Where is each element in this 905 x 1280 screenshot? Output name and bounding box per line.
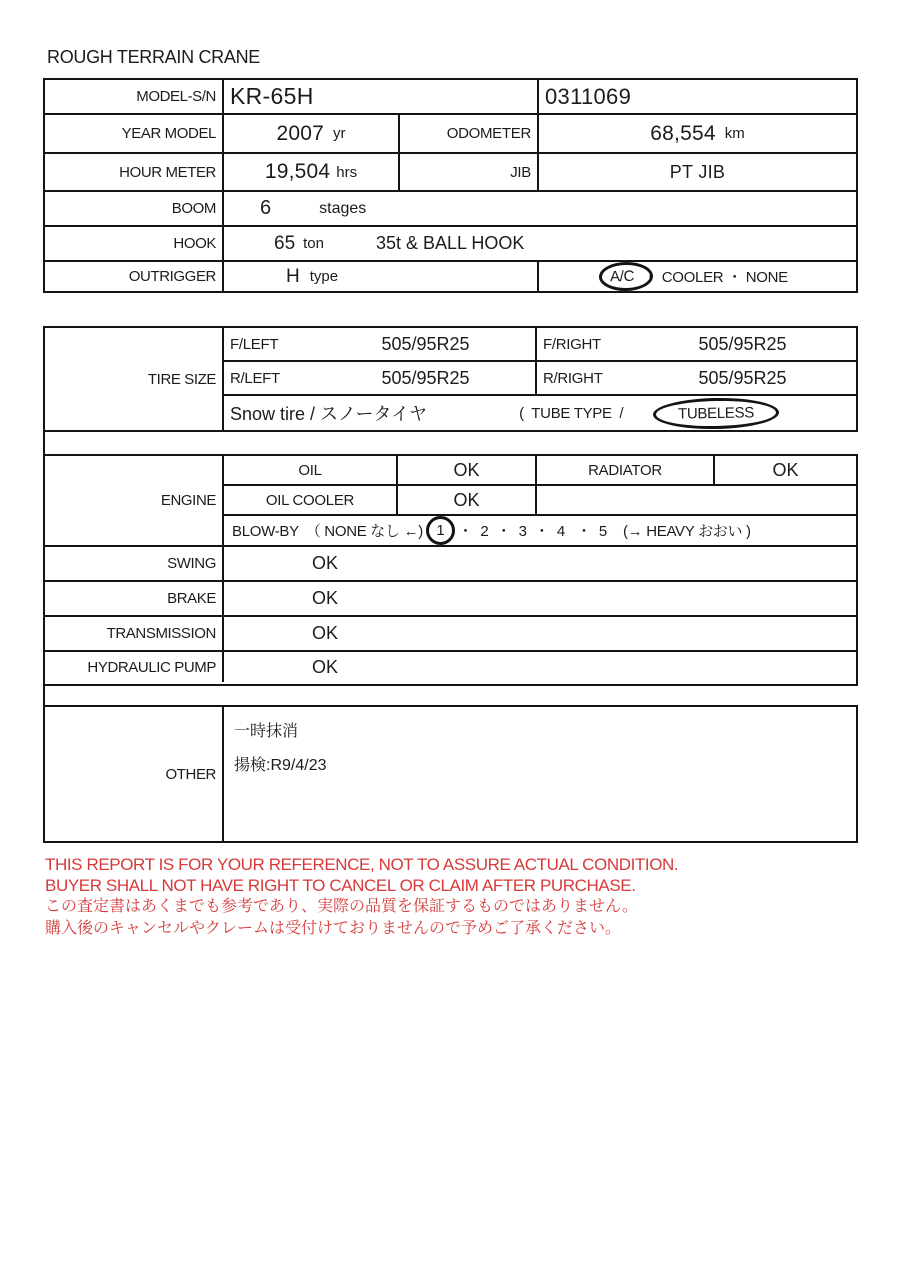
spacer [43,432,858,454]
oil-cooler-label: OIL COOLER [224,486,398,514]
transmission-value: OK [312,623,339,643]
disclaimer-en-1: THIS REPORT IS FOR YOUR REFERENCE, NOT TO ASSURE ACTUAL CONDITION. [45,855,679,874]
hydraulic-pump-label: HYDRAULIC PUMP [45,652,224,682]
table-row [224,396,856,430]
table-row [45,80,856,115]
spec-table [43,78,858,293]
engine-empty-cell [537,486,856,514]
jib-label: JIB [400,154,539,190]
inspection-report [43,78,858,843]
model-value: KR-65H [224,80,539,113]
hour-number: 19,504 [264,160,331,183]
table-row [224,362,856,396]
radiator-label: RADIATOR [537,456,715,484]
hook-label: HOOK [45,227,224,260]
page-title: ROUGH TERRAIN CRANE [47,47,260,67]
outrigger-type: H [286,265,300,287]
ac-circled-mark: A/C [599,262,654,292]
table-row [224,486,856,516]
outrigger-label: OUTRIGGER [45,262,224,291]
disclaimer-jp-2: 購入後のキャンセルやクレームは受付けておりませんので予めご了承ください。 [45,920,622,937]
engine-oil-value: OK [398,456,537,484]
blowby-label: BLOW-BY （ NONE なし ←) [232,523,423,540]
table-row [45,227,856,262]
swing-label: SWING [45,547,224,580]
blowby-suffix: (→ HEAVY おおい ) [622,523,751,540]
tube-type-label: ( TUBE TYPE / [519,404,624,422]
tire-size-label: TIRE SIZE [45,328,224,430]
engine-oil-label: OIL [224,456,398,484]
tire-fl-label: F/LEFT [230,335,279,353]
brake-value: OK [312,588,339,608]
blowby-circled-mark: 1 [426,516,455,545]
table-row [45,262,856,291]
tire-rr-value: 505/95R25 [698,367,787,388]
transmission-label: TRANSMISSION [45,617,224,650]
year-model-label: YEAR MODEL [45,115,224,152]
swing-value: OK [312,553,339,573]
ac-cooler-cell [539,262,856,291]
jib-value: PT JIB [669,161,726,182]
blowby-cell [224,516,856,545]
outrigger-unit: type [309,268,339,285]
other-note-2: 揚検:R9/4/23 [234,757,327,774]
table-row [224,456,856,486]
hour-meter-value [224,154,400,190]
odometer-label: ODOMETER [400,115,539,152]
hook-value [224,227,856,260]
hydraulic-pump-value: OK [312,656,339,677]
ac-options: ・ COOLER ・ NONE [643,269,788,286]
other-content [224,707,856,841]
table-row [45,154,856,192]
hook-unit: ton [303,235,324,252]
tire-rear-right [537,362,856,394]
table-row [45,582,856,617]
tire-note-cell [224,396,856,430]
boom-unit: stages [319,199,367,217]
condition-table [43,454,858,686]
tire-fr-value: 505/95R25 [698,333,787,354]
table-row [45,547,856,582]
year-value [224,115,400,152]
hour-meter-label: HOUR METER [45,154,224,190]
other-note-1: 一時抹消 [234,723,299,740]
spacer [43,686,858,705]
oil-cooler-value: OK [398,486,537,514]
odometer-number: 68,554 [650,121,716,145]
blowby-scale: ・ 2 ・ 3 ・ 4 ・ 5 [457,523,607,540]
boom-label: BOOM [45,192,224,225]
boom-value [224,192,856,225]
table-row [45,617,856,652]
table-row [224,516,856,545]
hook-number: 65 [274,232,296,254]
tire-rl-value: 505/95R25 [381,367,470,388]
other-label: OTHER [45,707,224,841]
tire-rear-left [224,362,537,394]
brake-label: BRAKE [45,582,224,615]
disclaimer-en-2: BUYER SHALL NOT HAVE RIGHT TO CANCEL OR CLAIM AFTER PURCHASE. [45,876,636,895]
disclaimer-jp-1: この査定書はあくまでも参考であり、実際の品質を保証するものではありません。 [45,898,638,915]
odometer-value [539,115,856,152]
hook-extra: 35t & BALL HOOK [376,233,525,253]
hour-unit: hrs [336,163,358,181]
other-table [43,705,858,843]
odometer-unit: km [724,125,745,142]
table-row [224,328,856,362]
table-row [45,115,856,154]
engine-label: ENGINE [45,456,224,545]
disclaimer [45,854,678,940]
radiator-value: OK [772,459,799,480]
outrigger-value [224,262,539,291]
boom-number: 6 [260,197,272,219]
spacer [43,293,858,326]
tire-table [43,326,858,432]
model-sn-label: MODEL-S/N [45,80,224,113]
table-row [45,192,856,227]
table-row [45,652,856,682]
year-unit: yr [333,125,346,142]
tubeless-circled-mark: TUBELESS [653,396,779,429]
tire-rr-label: R/RIGHT [543,369,603,387]
tire-rl-label: R/LEFT [230,369,280,387]
tire-fr-label: F/RIGHT [543,335,601,353]
tire-front-left [224,328,537,360]
tire-front-right [537,328,856,360]
tire-fl-value: 505/95R25 [381,333,470,354]
year-number: 2007 [276,121,325,145]
tire-note: Snow tire / スノータイヤ [230,404,428,424]
serial-value: 0311069 [545,83,632,109]
